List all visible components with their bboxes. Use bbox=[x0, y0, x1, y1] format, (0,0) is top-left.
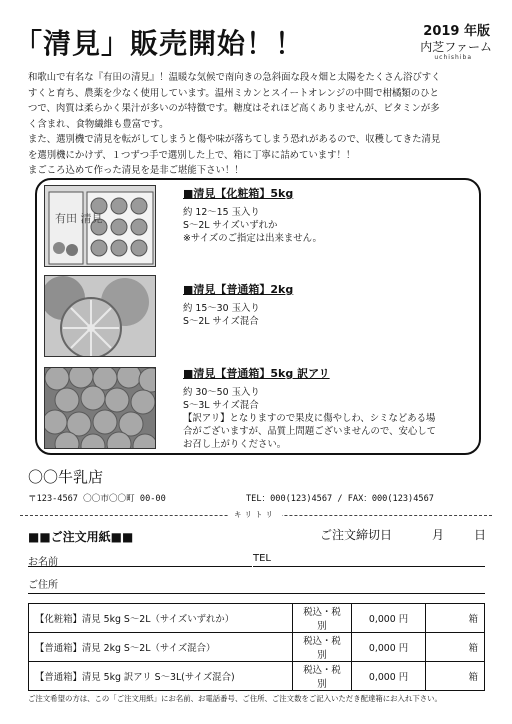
deadline-day-label: 日 bbox=[474, 528, 487, 542]
deadline-month-label: 月 bbox=[432, 528, 445, 542]
gift-box-photo bbox=[44, 185, 156, 267]
tel-field[interactable] bbox=[253, 566, 485, 567]
tax-option[interactable]: 税込・税別 bbox=[293, 662, 352, 691]
tax-option[interactable]: 税込・税別 bbox=[293, 604, 352, 633]
intro-line: く含まれ、食物繊維も豊富です。 bbox=[28, 118, 169, 130]
product-details bbox=[183, 187, 322, 245]
order-item-price: 0,000 円 bbox=[352, 633, 426, 662]
address-field-label: ご住所 bbox=[28, 580, 58, 591]
name-field-label: お名前 bbox=[28, 557, 58, 568]
farm-logo: 内芝ファーム bbox=[420, 40, 492, 54]
product-line: 約 30～50 玉入り bbox=[183, 387, 260, 398]
product-title: ■清見【普通箱】5kg 訳アリ bbox=[183, 367, 330, 380]
edition-year: 2019 年版 bbox=[423, 24, 490, 39]
intro-line: つで、肉質は柔らかく果汁が多いのが特徴です。糖度はそれほど高くありませんが、ビタミンが多 bbox=[28, 103, 440, 114]
order-item-name: 【普通箱】清見 2kg S～2L（サイズ混合） bbox=[29, 633, 293, 662]
intro-line: を選別機にかけず、１つずつ手で選別した上で、箱に丁寧に詰めています！！ bbox=[28, 149, 356, 161]
order-table bbox=[28, 603, 485, 691]
orange-pile-photo bbox=[44, 367, 156, 449]
order-item-name: 【普通箱】清見 5kg 訳アリ S～3L(サイズ混合) bbox=[29, 662, 293, 691]
shop-name: 〇〇牛乳店 bbox=[28, 468, 104, 486]
product-line: ※サイズのご指定は出来ません。 bbox=[183, 233, 322, 244]
order-footnote: ご注文希望の方は、この「ご注文用紙」にお名前、お電話番号、ご住所、ご注文数をご記入いただき配達箱にお入れ下さい。 bbox=[28, 694, 442, 703]
gift-box-photo-label: 有田 清見 bbox=[55, 212, 103, 225]
product-line: 約 15～30 玉入り bbox=[183, 303, 260, 314]
product-title: ■清見【化粧箱】5kg bbox=[183, 187, 294, 200]
table-row bbox=[29, 633, 485, 662]
order-quantity-field[interactable]: 箱 bbox=[426, 604, 485, 633]
product-line: 合がございますが、品質上問題ございませんので、安心して bbox=[183, 426, 436, 437]
product-line: S～2L サイズ混合 bbox=[183, 316, 259, 327]
product-line: お召し上がりください。 bbox=[183, 439, 287, 450]
order-item-name: 【化粧箱】清見 5kg S～2L（サイズいずれか） bbox=[29, 604, 293, 633]
intro-line: すくと育ち、農薬を少なく使用しています。温州ミカンとスイートオレンジの中間で柑橘類のひと bbox=[28, 87, 439, 99]
order-form-title: ■■ご注文用紙■■ bbox=[28, 530, 134, 544]
order-item-price: 0,000 円 bbox=[352, 662, 426, 691]
shop-address: 〒123-4567 〇〇市〇〇町 00-00 bbox=[28, 494, 166, 504]
address-field[interactable] bbox=[28, 593, 485, 594]
table-row bbox=[29, 604, 485, 633]
order-quantity-field[interactable]: 箱 bbox=[426, 662, 485, 691]
product-line: 約 12～15 玉入り bbox=[183, 207, 260, 218]
farm-logo-romaji: uchishiba bbox=[434, 54, 472, 61]
intro-line: 和歌山で有名な『有田の清見』！温暖な気候で南向きの急斜面な段々畑と太陽をたくさん浴びすく bbox=[28, 72, 441, 83]
orange-cut-photo bbox=[44, 275, 156, 357]
product-line: S～2L サイズいずれか bbox=[183, 220, 278, 231]
intro-text bbox=[28, 70, 496, 179]
order-item-price: 0,000 円 bbox=[352, 604, 426, 633]
product-line: 【訳アリ】となりますので果皮に傷やしわ、シミなどある場 bbox=[183, 413, 436, 424]
product-title: ■清見【普通箱】2kg bbox=[183, 283, 294, 296]
intro-line: まごころ込めて作った清見を是非ご堪能下さい！！ bbox=[28, 165, 244, 176]
product-details bbox=[183, 367, 436, 451]
tax-option[interactable]: 税込・税別 bbox=[293, 633, 352, 662]
page-title: 「清見」販売開始！！ bbox=[14, 27, 305, 60]
shop-phone-fax: TEL：000(123)4567 / FAX：000(123)4567 bbox=[246, 494, 434, 504]
product-details bbox=[183, 283, 293, 328]
intro-line: また、選別機で清見を転がしてしまうと傷や味が落ちてしまう恐れがあるので、収穫してきた清見 bbox=[28, 134, 441, 145]
cut-line-label: キリトリ bbox=[228, 509, 282, 520]
table-row bbox=[29, 662, 485, 691]
name-field[interactable] bbox=[28, 566, 252, 567]
product-line: S～3L サイズ混合 bbox=[183, 400, 259, 411]
order-quantity-field[interactable]: 箱 bbox=[426, 633, 485, 662]
tel-field-label: TEL bbox=[253, 553, 271, 564]
product-box bbox=[35, 178, 481, 455]
order-deadline-label: ご注文締切日 bbox=[320, 528, 393, 542]
